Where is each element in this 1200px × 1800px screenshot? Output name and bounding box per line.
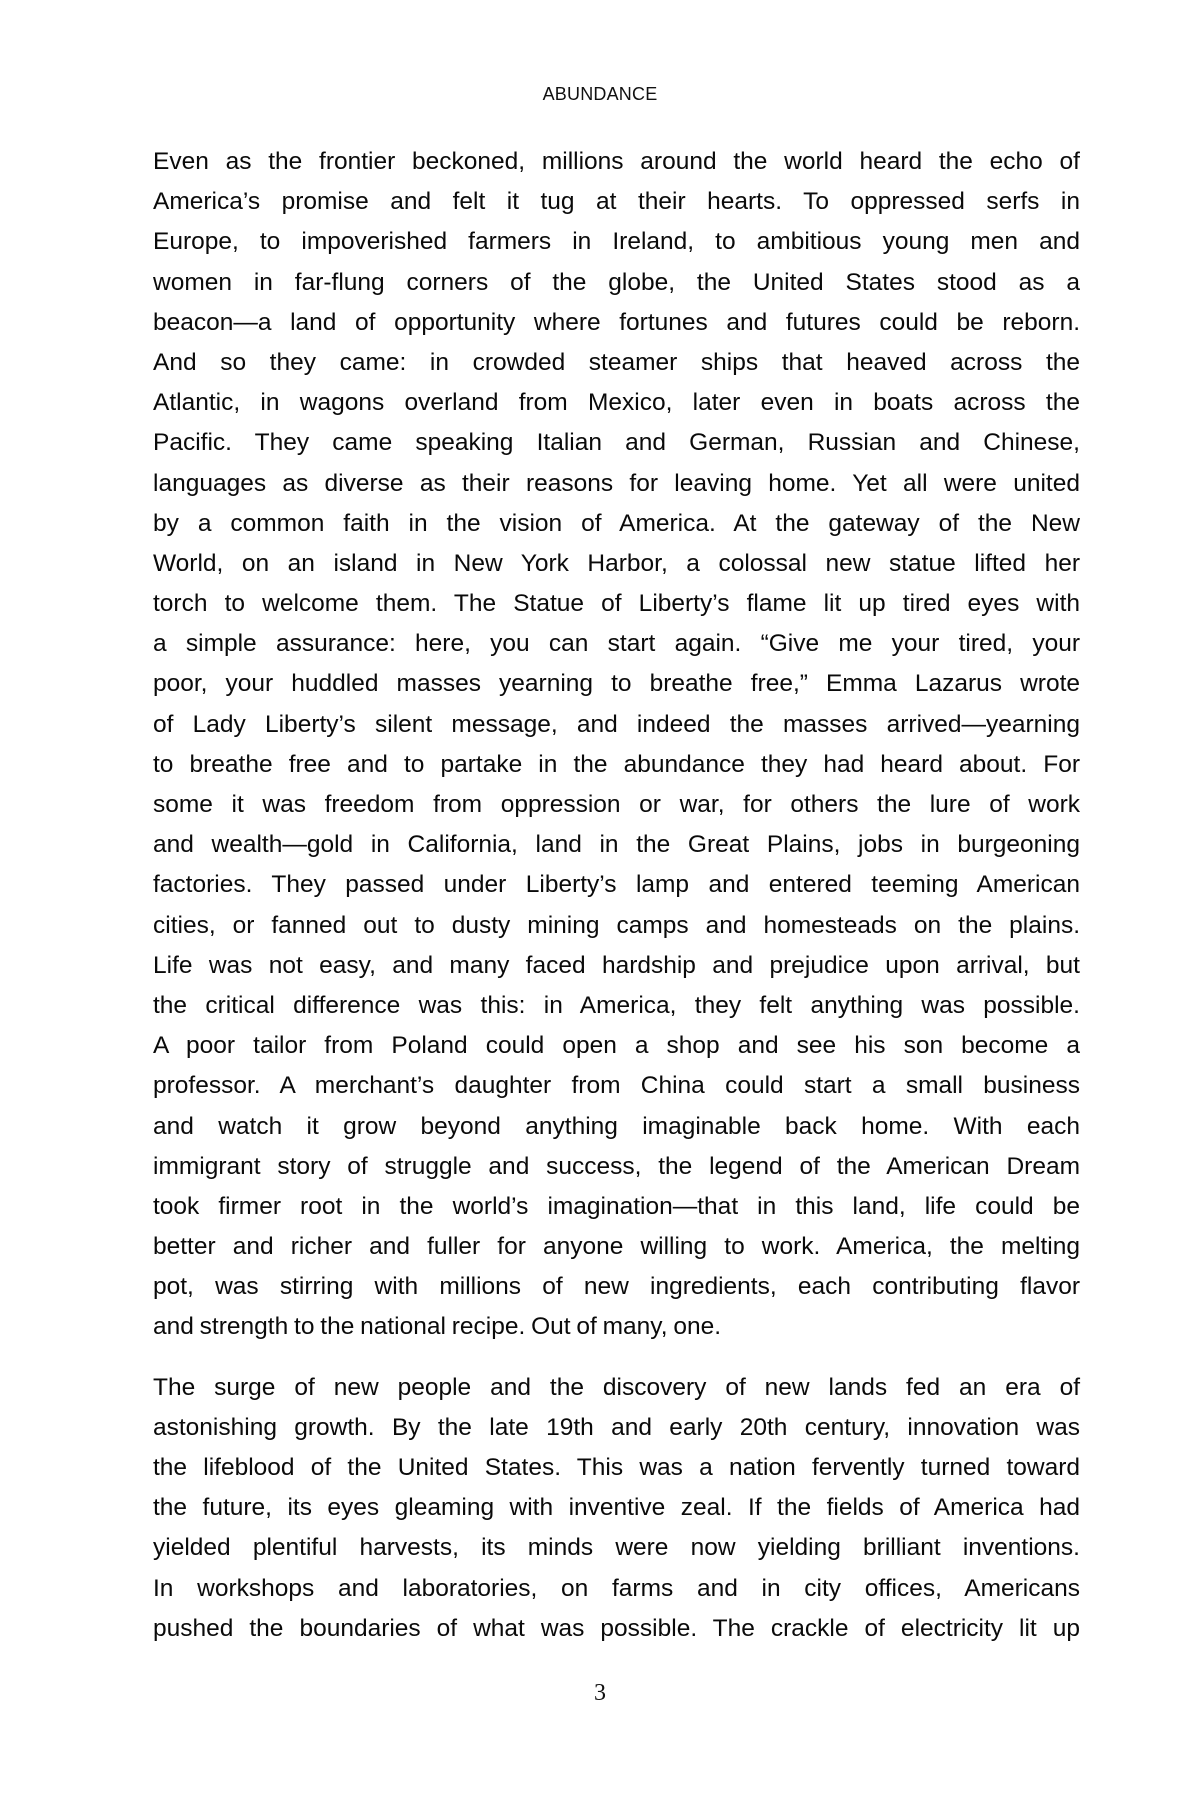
text-line: torch to welcome them. The Statue of Liberty’s flame lit up tired eyes with [153,590,1080,618]
text-line: World, on an island in New York Harbor, a colossal new statue lifted her [153,549,1080,577]
text-line: factories. They passed under Liberty’s lamp and entered teeming American [153,871,1080,899]
paragraph-1 [153,142,1080,1348]
text-line: and watch it grow beyond anything imaginable back home. With each [153,1112,1080,1140]
text-line: to breathe free and to partake in the abundance they had heard about. For [153,750,1080,778]
text-line: astonishing growth. By the late 19th and early 20th century, innovation was [153,1413,1080,1441]
text-line: a simple assurance: here, you can start again. “Give me your tired, your [153,630,1080,658]
text-line: pot, was stirring with millions of new ingredients, each contributing flavor [153,1273,1080,1301]
text-line: by a common faith in the vision of America. At the gateway of the New [153,509,1080,537]
text-line: Europe, to impoverished farmers in Ireland, to ambitious young men and [153,228,1080,256]
text-line: beacon—a land of opportunity where fortunes and futures could be reborn. [153,308,1080,336]
text-line: of Lady Liberty’s silent message, and indeed the masses arrived—yearning [153,710,1080,738]
text-line: Even as the frontier beckoned, millions around the world heard the echo of [153,148,1080,175]
text-line: the lifeblood of the United States. This was a nation fervently turned toward [153,1454,1080,1481]
text-line: cities, or fanned out to dusty mining camps and homesteads on the plains. [153,911,1080,939]
text-line: languages as diverse as their reasons for leaving home. Yet all were united [153,469,1080,497]
page-number: 3 [594,1680,606,1706]
text-line: In workshops and laboratories, on farms and in city offices, Americans [153,1574,1080,1602]
paragraph-2 [153,1368,1080,1649]
text-line: pushed the boundaries of what was possible. The crackle of electricity lit up [153,1614,1080,1642]
text-line: better and richer and fuller for anyone willing to work. America, the melting [153,1233,1080,1261]
text-line: yielded plentiful harvests, its minds were now yielding brilliant inventions. [153,1534,1080,1562]
text-line: And so they came: in crowded steamer ships that heaved across the [153,348,1080,376]
text-line: and wealth—gold in California, land in the Great Plains, jobs in burgeoning [153,831,1080,859]
text-line: poor, your huddled masses yearning to breathe free,” Emma Lazarus wrote [153,670,1080,698]
text-line: A poor tailor from Poland could open a shop and see his son become a [153,1032,1080,1060]
text-line: Pacific. They came speaking Italian and German, Russian and Chinese, [153,429,1080,457]
text-line: Life was not easy, and many faced hardship and prejudice upon arrival, but [153,951,1080,979]
text-line: took firmer root in the world’s imagination—that in this land, life could be [153,1192,1080,1220]
text-line: professor. A merchant’s daughter from China could start a small business [153,1072,1080,1100]
text-line: the future, its eyes gleaming with inventive zeal. If the fields of America had [153,1494,1080,1522]
text-line: the critical difference was this: in America, they felt anything was possible. [153,991,1080,1019]
text-line: and strength to the national recipe. Out of many, one. [153,1313,722,1341]
body-text [153,142,1080,1669]
text-line: The surge of new people and the discovery of new lands fed an era of [153,1373,1080,1401]
text-line: women in far-flung corners of the globe, the United States stood as a [153,268,1080,296]
text-line: Atlantic, in wagons overland from Mexico, later even in boats across the [153,389,1080,417]
text-line: America’s promise and felt it tug at their hearts. To oppressed serfs in [153,188,1080,216]
running-header: ABUNDANCE [542,84,658,104]
text-line: immigrant story of struggle and success, the legend of the American Dream [153,1152,1080,1180]
text-line: some it was freedom from oppression or war, for others the lure of work [153,791,1080,818]
